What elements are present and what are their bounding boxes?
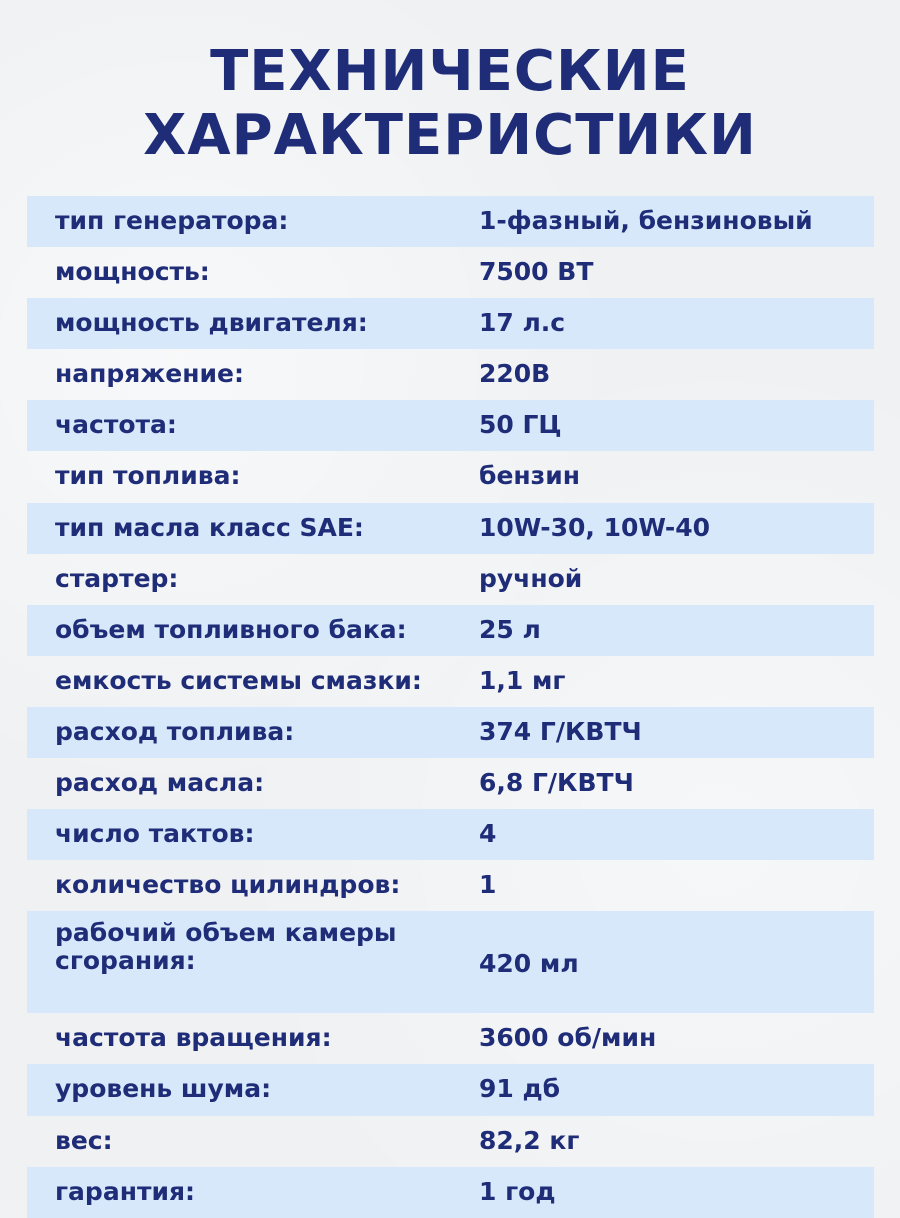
spec-label: уровень шума: (55, 1074, 272, 1104)
title-line-2: ХАРАКТЕРИСТИКИ (143, 103, 757, 168)
spec-row-fuel-consumption (27, 707, 874, 758)
spec-value: 220В (479, 359, 551, 389)
title-line-1: ТЕХНИЧЕСКИЕ (210, 39, 690, 104)
spec-label: частота: (55, 410, 177, 440)
spec-label: гарантия: (55, 1176, 196, 1206)
spec-label: объем топливного бака: (55, 614, 407, 644)
spec-value: 6,8 Г/КВТЧ (479, 768, 634, 798)
spec-value: бензин (479, 461, 581, 491)
spec-value: 420 мл (479, 949, 579, 979)
spec-label: вес: (55, 1125, 113, 1155)
spec-row-generator-type (27, 196, 874, 247)
spec-value: 7500 ВТ (479, 257, 594, 287)
spec-value: 4 (479, 819, 497, 849)
spec-value: ручной (479, 563, 583, 593)
spec-label: мощность: (55, 257, 210, 287)
spec-value: 1,1 мг (479, 665, 566, 695)
spec-label: емкость системы смазки: (55, 665, 422, 695)
spec-row-tank-volume (27, 605, 874, 656)
spec-value: 3600 об/мин (479, 1023, 657, 1053)
spec-value: 1-фазный, бензиновый (479, 206, 813, 235)
spec-value: 17 л.с (479, 308, 566, 338)
spec-value: 25 л (479, 614, 541, 644)
spec-row-lubrication-capacity (27, 656, 874, 707)
spec-row-noise-level (27, 1064, 874, 1115)
spec-label: тип топлива: (55, 461, 241, 491)
spec-label: число тактов: (55, 819, 255, 849)
spec-row-oil-type (27, 503, 874, 554)
spec-value: 50 ГЦ (479, 410, 562, 440)
spec-value: 82,2 кг (479, 1125, 580, 1155)
spec-row-strokes (27, 809, 874, 860)
spec-row-displacement (27, 911, 874, 1013)
spec-label: количество цилиндров: (55, 870, 401, 900)
spec-row-warranty (27, 1167, 874, 1218)
spec-value: 91 дб (479, 1074, 561, 1104)
spec-row-cylinders (27, 860, 874, 911)
specs-table (27, 196, 874, 1218)
spec-label: напряжение: (55, 359, 244, 389)
spec-row-starter (27, 554, 874, 605)
spec-row-rotation-speed (27, 1013, 874, 1064)
spec-row-power (27, 247, 874, 298)
spec-label: тип генератора: (55, 206, 289, 235)
spec-value: 1 год (479, 1176, 556, 1206)
spec-label: расход масла: (55, 768, 265, 798)
spec-value: 10W-30, 10W-40 (479, 512, 711, 542)
spec-row-oil-consumption (27, 758, 874, 809)
spec-value: 1 (479, 870, 497, 900)
spec-label: рабочий объем камеры сгорания: (55, 918, 397, 976)
spec-row-engine-power (27, 298, 874, 349)
spec-label: стартер: (55, 563, 179, 593)
spec-value: 374 Г/КВТЧ (479, 716, 642, 746)
spec-row-frequency (27, 400, 874, 451)
spec-row-weight (27, 1116, 874, 1167)
spec-label: мощность двигателя: (55, 308, 368, 338)
spec-row-voltage (27, 349, 874, 400)
spec-row-fuel-type (27, 451, 874, 502)
page-title (0, 40, 900, 168)
spec-label: расход топлива: (55, 716, 295, 746)
spec-label: частота вращения: (55, 1023, 332, 1053)
spec-label: тип масла класс SAE: (55, 512, 364, 542)
